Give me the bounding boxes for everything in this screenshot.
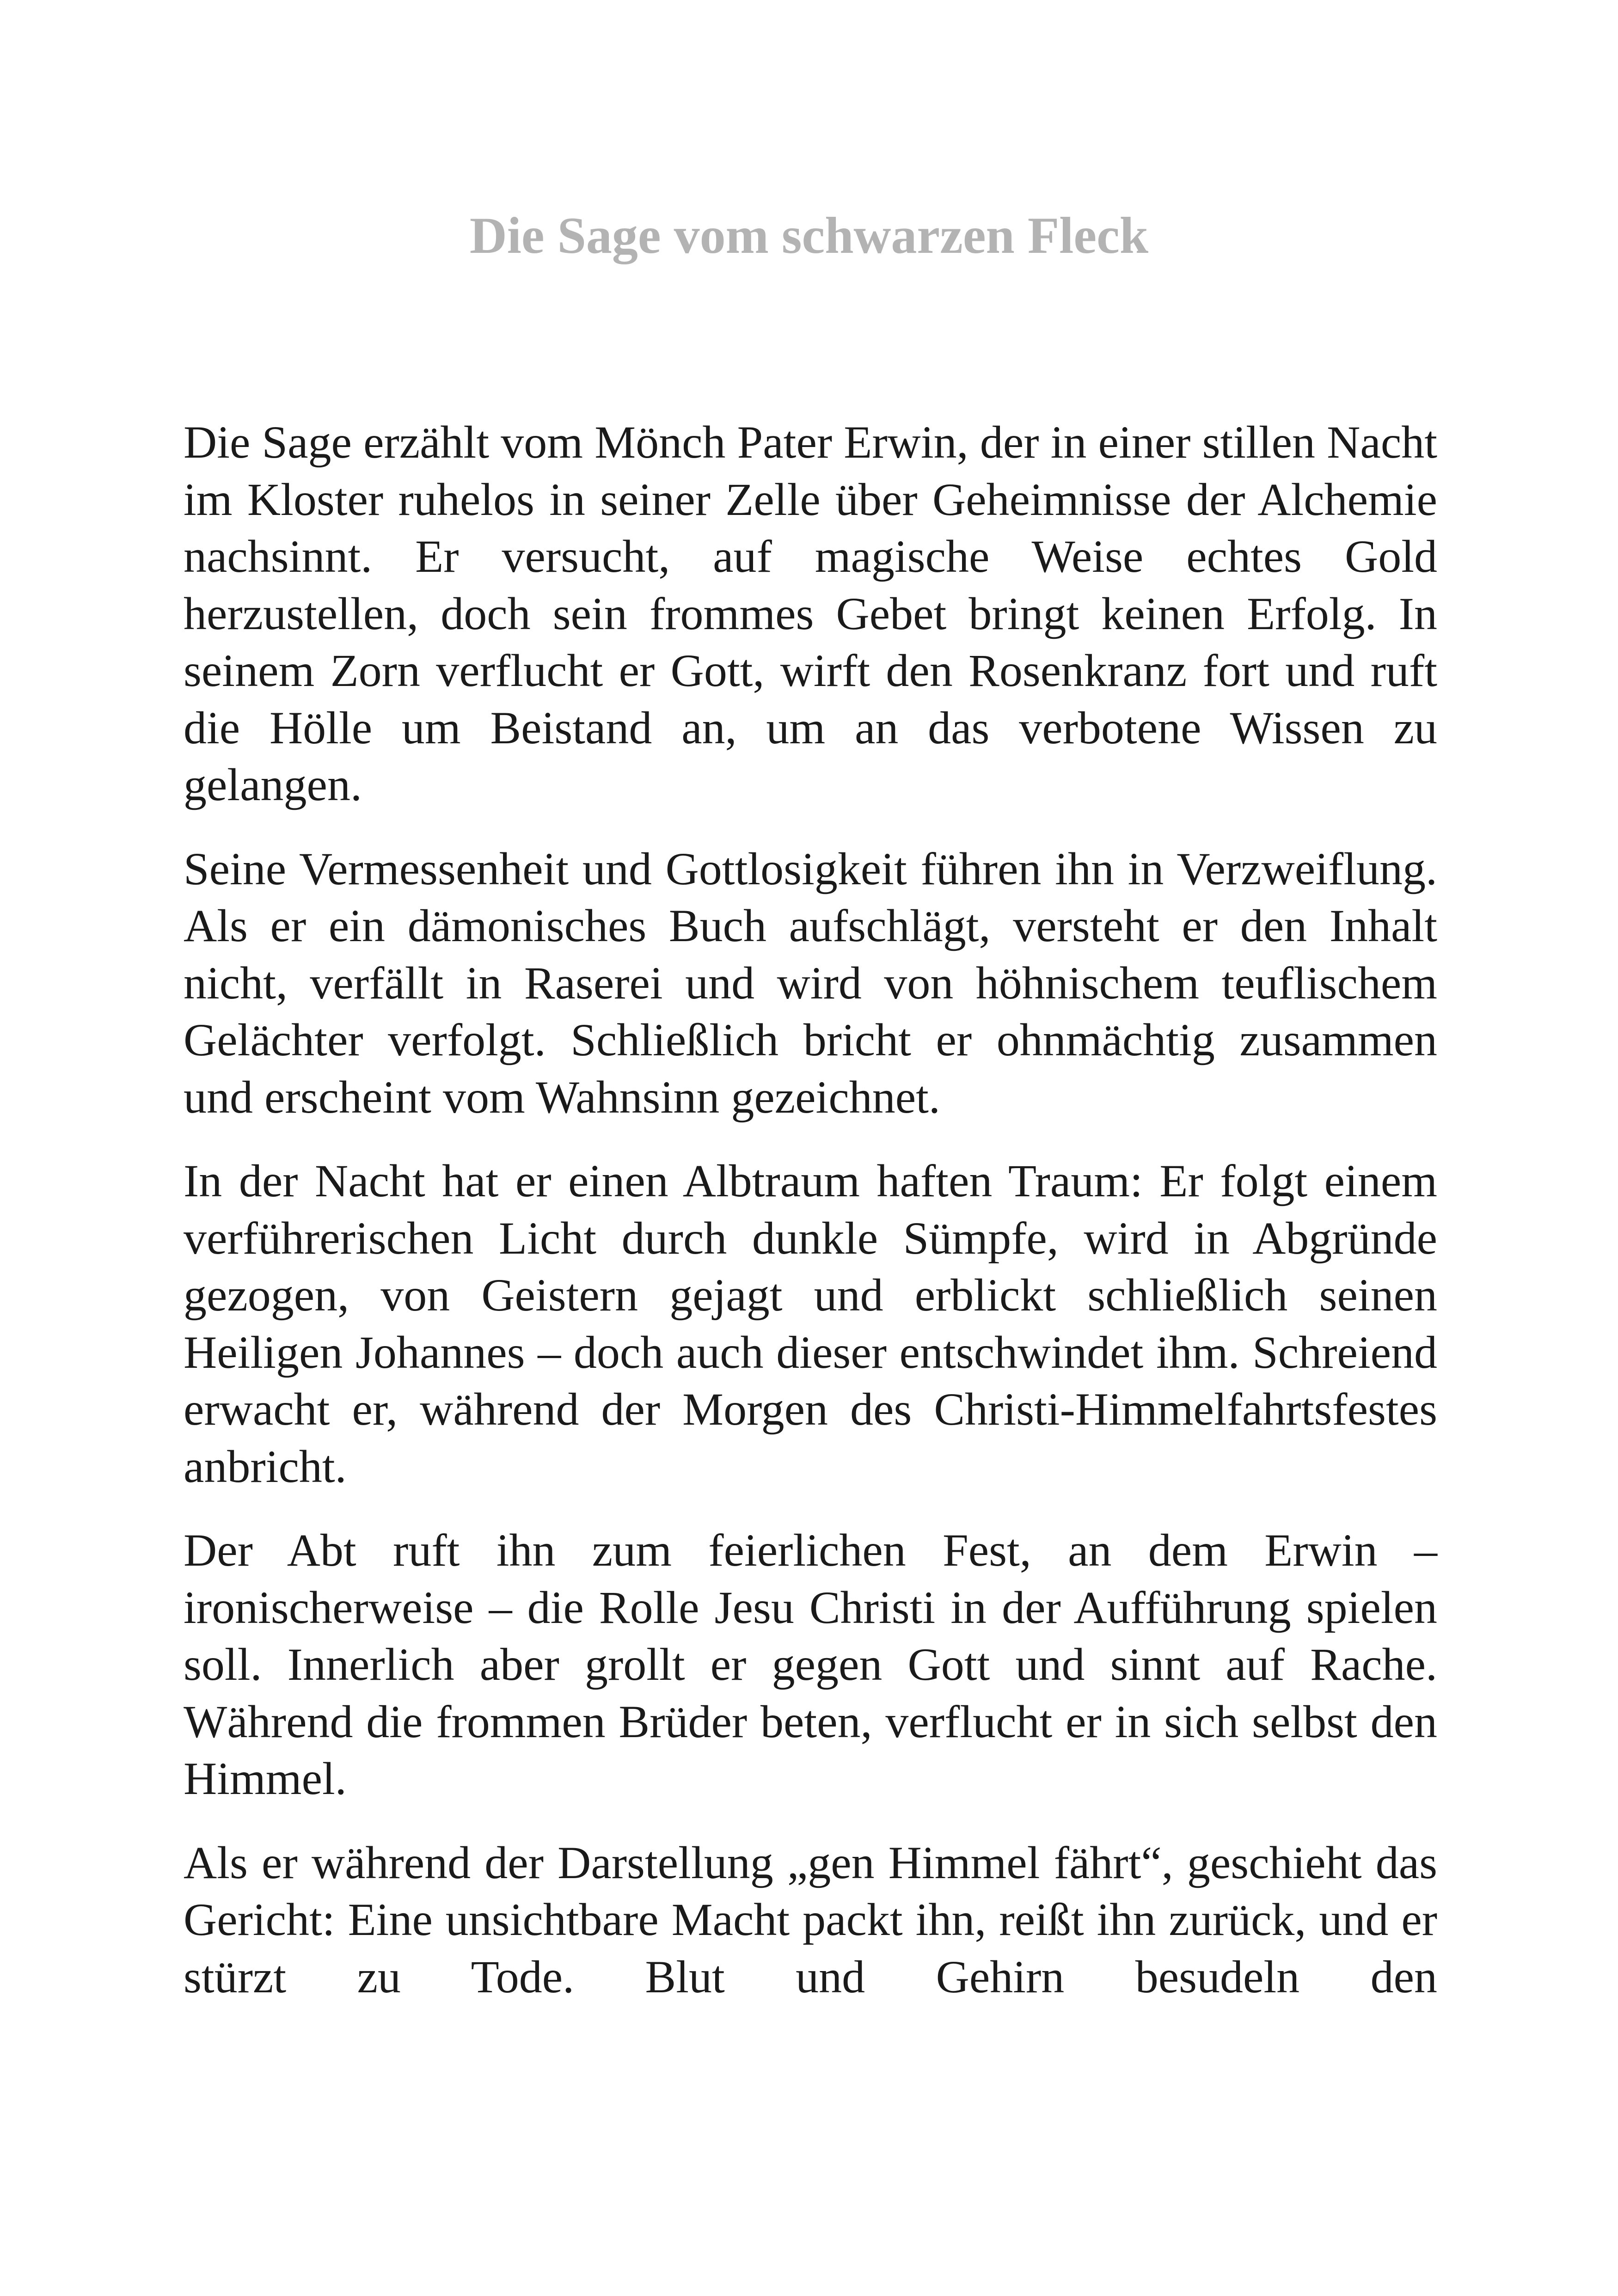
paragraph-5: Als er während der Darstellung „gen Himmel fährt“, geschieht das Gericht: Eine unsichtbare Macht packt ihn, reißt ihn zurück, und er stürzt zu Tode. Blut und Gehirn besudeln den: [184, 1837, 1437, 2002]
paragraph-4: Der Abt ruft ihn zum feierlichen Fest, an dem Erwin – ironischerweise – die Rolle Jesu Christi in der Aufführung spielen soll. Innerlich aber grollt er gegen Gott und sinnt auf Rache. Während die frommen Brüder beten, verflucht er in sich selbst den Himmel.: [184, 1525, 1437, 1804]
document-title: Die Sage vom schwarzen Fleck: [469, 207, 1149, 264]
paragraph-3: In der Nacht hat er einen Albtraum haften Traum: Er folgt einem verführerischen Licht durch dunkle Sümpfe, wird in Abgründe gezogen, von Geistern gejagt und erblickt schließlich seinen Heiligen Johannes – doch auch dieser entschwindet ihm. Schreiend erwacht er, während der Morgen des Christi-Himmelfahrtsfestes anbricht.: [184, 1155, 1437, 1492]
paragraph-2: Seine Vermessenheit und Gottlosigkeit führen ihn in Verzweiflung. Als er ein dämonisches Buch aufschlägt, versteht er den Inhalt nicht, verfällt in Raserei und wird von höhnischem teuflischem Gelächter verfolgt. Schließlich bricht er ohnmächtig zusammen und erscheint vom Wahnsinn gezeichnet.: [184, 843, 1437, 1123]
document-body: [184, 414, 1437, 2005]
paragraph-1: Die Sage erzählt vom Mönch Pater Erwin, der in einer stillen Nacht im Kloster ruhelos in seiner Zelle über Geheimnisse der Alchemie nachsinnt. Er versucht, auf magische Weise echtes Gold herzustellen, doch sein frommes Gebet bringt keinen Erfolg. In seinem Zorn verflucht er Gott, wirft den Rosenkranz fort und ruft die Hölle um Beistand an, um an das verbotene Wissen zu gelangen.: [184, 416, 1437, 810]
